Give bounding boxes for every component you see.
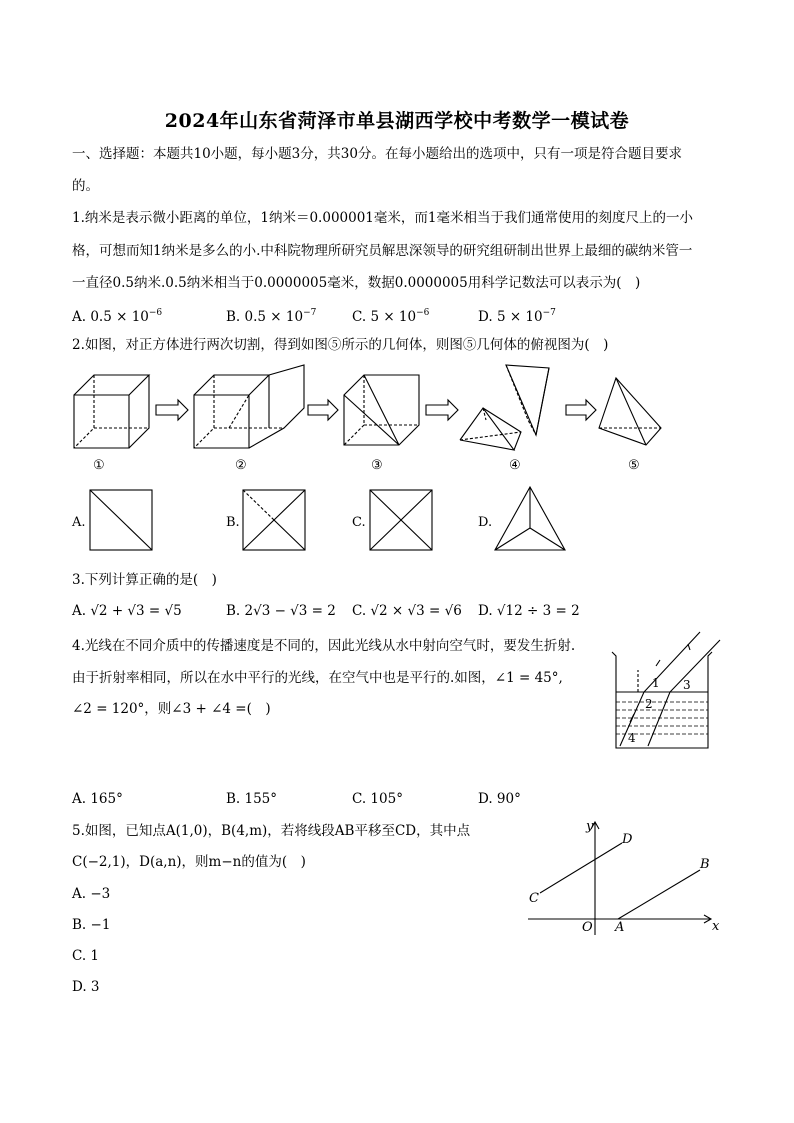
q4-line1: 4.光线在不同介质中的传播速度是不同的，因此光线从水中射向空气时，要发生折射. — [72, 638, 576, 654]
q2-option-b-figure[interactable] — [241, 488, 307, 552]
q2-text: 2.如图，对正方体进行两次切割，得到如图⑤所示的几何体，则图⑤几何体的俯视图为( ) — [72, 337, 609, 353]
q5-point-c-label: C — [529, 891, 539, 906]
q4-line2: 由于折射率相同，所以在水中平行的光线，在空气中也是平行的.如图，∠1 = 45°, — [72, 670, 563, 686]
q3-text: 3.下列计算正确的是( ) — [72, 572, 217, 588]
q4-option-c[interactable]: C. 105° — [352, 791, 403, 807]
q1-option-b[interactable]: B. $0.5 \times 10^{-7}$ — [226, 308, 317, 325]
q1-line1: 1.纳米是表示微小距离的单位，1纳米＝0.000001毫米，而1毫米相当于我们通常使用的刻度尺上的一小 — [72, 210, 693, 226]
q5-option-c[interactable]: C. 1 — [72, 948, 100, 964]
q5-axis-x-label: x — [712, 919, 720, 934]
q2-cube-sequence-figure — [66, 360, 676, 460]
q4-angle-label-4: 4 — [628, 731, 636, 745]
page-title: 2024年山东省菏泽市单县湖西学校中考数学一模试卷 — [164, 110, 630, 132]
q2-fig-label-5: ⑤ — [628, 458, 640, 473]
q3-option-c[interactable]: C. √2 × √3 = √6 — [352, 603, 462, 619]
q5-point-d-label: D — [622, 832, 633, 847]
q2-option-a-label[interactable]: A. — [72, 515, 86, 530]
q4-option-a[interactable]: A. 165° — [72, 791, 123, 807]
q4-refraction-figure — [608, 630, 728, 752]
q5-option-d[interactable]: D. 3 — [72, 979, 100, 995]
q3-option-b[interactable]: B. 2√3 − √3 = 2 — [226, 603, 336, 619]
q2-option-a-figure[interactable] — [88, 488, 154, 552]
q1-option-a[interactable]: A. $0.5 \times 10^{-6}$ — [72, 308, 163, 325]
q3-option-d[interactable]: D. √12 ÷ 3 = 2 — [478, 603, 580, 619]
q5-option-a[interactable]: A. −3 — [72, 886, 111, 902]
q4-option-d[interactable]: D. 90° — [478, 791, 521, 807]
q2-option-c-label[interactable]: C. — [352, 515, 366, 530]
q4-angle-label-2: 2 — [645, 697, 653, 711]
q5-axis-y-label: y — [586, 819, 594, 834]
q2-fig-label-2: ② — [235, 458, 247, 473]
q4-option-b[interactable]: B. 155° — [226, 791, 278, 807]
q1-option-c[interactable]: C. $5 \times 10^{-6}$ — [352, 308, 430, 325]
q5-point-a-label: A — [615, 920, 625, 935]
q2-option-c-figure[interactable] — [368, 488, 434, 552]
q5-line1: 5.如图，已知点A(1,0)，B(4,m)，若将线段AB平移至CD，其中点 — [72, 823, 471, 839]
q2-option-d-label[interactable]: D. — [478, 515, 493, 530]
q2-fig-label-3: ③ — [371, 458, 383, 473]
q4-angle-label-3: 3 — [683, 678, 691, 692]
q5-line2: C(−2,1)，D(a,n)，则m−n的值为( ) — [72, 854, 306, 870]
section-heading-line1: 一、选择题：本题共10小题，每小题3分，共30分。在每小题给出的选项中，只有一项是符合题目要求 — [72, 146, 682, 162]
q2-fig-label-1: ① — [93, 458, 105, 473]
q2-option-b-label[interactable]: B. — [226, 515, 240, 530]
q5-origin-label: O — [582, 920, 593, 935]
q3-option-a[interactable]: A. √2 + √3 = √5 — [72, 603, 182, 619]
q2-fig-label-4: ④ — [509, 458, 521, 473]
section-heading-line2: 的。 — [72, 178, 99, 194]
q5-point-b-label: B — [700, 857, 710, 872]
q1-option-d[interactable]: D. $5 \times 10^{-7}$ — [478, 308, 556, 325]
q4-angle-label-1: 1 — [652, 676, 660, 690]
q4-line3: ∠2 = 120°，则∠3 + ∠4 =( ) — [72, 701, 271, 717]
q1-line3: 一直径0.5纳米.0.5纳米相当于0.0000005毫米，数据0.0000005用科学记数法可以表示为( ) — [72, 275, 641, 291]
q1-line2: 格，可想而知1纳米是多么的小.中科院物理所研究员解思深领导的研究组研制出世界上最细的碳纳米管一 — [72, 243, 693, 259]
q5-option-b[interactable]: B. −1 — [72, 917, 111, 933]
q2-option-d-figure[interactable] — [493, 484, 567, 554]
